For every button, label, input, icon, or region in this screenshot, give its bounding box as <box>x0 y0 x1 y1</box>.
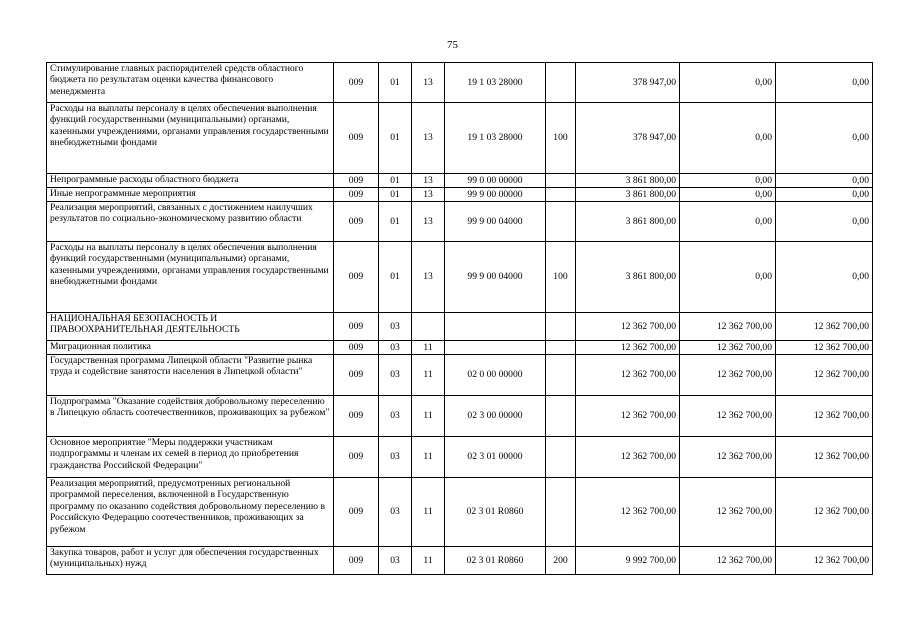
subsection-code-cell: 13 <box>412 188 445 202</box>
section-code-cell: 03 <box>379 396 412 437</box>
amount-year-1-cell: 3 861 800,00 <box>576 202 680 242</box>
table-row <box>47 188 873 202</box>
amount-year-3-cell: 0,00 <box>776 242 873 313</box>
amount-year-3-cell: 12 362 700,00 <box>776 355 873 396</box>
ministry-code-cell: 009 <box>334 174 379 188</box>
table-row <box>47 355 873 396</box>
amount-year-3-cell: 12 362 700,00 <box>776 547 873 575</box>
subsection-code-cell: 11 <box>412 341 445 355</box>
expense-name-cell: Основное мероприятие "Меры поддержки участникам подпрограммы и членам их семей в период до приобретения гражданства Российской Федерации" <box>47 437 334 478</box>
amount-year-3-cell: 0,00 <box>776 202 873 242</box>
ministry-code-cell: 009 <box>334 202 379 242</box>
subsection-code-cell: 13 <box>412 174 445 188</box>
table-row <box>47 313 873 341</box>
amount-year-2-cell: 0,00 <box>680 63 776 103</box>
table-row <box>47 547 873 575</box>
amount-year-3-cell: 12 362 700,00 <box>776 478 873 547</box>
amount-year-2-cell: 12 362 700,00 <box>680 478 776 547</box>
table-row <box>47 174 873 188</box>
budget-table <box>46 62 873 575</box>
subsection-code-cell: 11 <box>412 396 445 437</box>
amount-year-3-cell: 0,00 <box>776 63 873 103</box>
subsection-code-cell: 11 <box>412 478 445 547</box>
target-article-cell: 99 0 00 00000 <box>445 174 546 188</box>
expense-type-cell <box>546 355 576 396</box>
expense-name-cell: Реализация мероприятий, предусмотренных региональной программой переселения, включенной в Государственную программу по оказанию содействия добровольному переселению в Российскую Федерацию соотечественников, проживающих за рубежом <box>47 478 334 547</box>
section-code-cell: 01 <box>379 242 412 313</box>
amount-year-3-cell: 0,00 <box>776 174 873 188</box>
ministry-code-cell: 009 <box>334 63 379 103</box>
section-code-cell: 01 <box>379 103 412 174</box>
ministry-code-cell: 009 <box>334 341 379 355</box>
amount-year-1-cell: 12 362 700,00 <box>576 313 680 341</box>
target-article-cell: 02 3 01 R0860 <box>445 478 546 547</box>
subsection-code-cell: 13 <box>412 202 445 242</box>
expense-type-cell <box>546 174 576 188</box>
expense-type-cell <box>546 202 576 242</box>
section-code-cell: 01 <box>379 63 412 103</box>
target-article-cell <box>445 313 546 341</box>
amount-year-1-cell: 378 947,00 <box>576 63 680 103</box>
ministry-code-cell: 009 <box>334 396 379 437</box>
target-article-cell: 02 3 01 R0860 <box>445 547 546 575</box>
amount-year-1-cell: 12 362 700,00 <box>576 396 680 437</box>
amount-year-3-cell: 0,00 <box>776 103 873 174</box>
amount-year-1-cell: 9 992 700,00 <box>576 547 680 575</box>
expense-type-cell <box>546 396 576 437</box>
target-article-cell: 02 3 01 00000 <box>445 437 546 478</box>
amount-year-2-cell: 12 362 700,00 <box>680 313 776 341</box>
section-code-cell: 03 <box>379 478 412 547</box>
amount-year-1-cell: 378 947,00 <box>576 103 680 174</box>
amount-year-3-cell: 12 362 700,00 <box>776 341 873 355</box>
table-row <box>47 242 873 313</box>
ministry-code-cell: 009 <box>334 242 379 313</box>
target-article-cell: 19 1 03 28000 <box>445 63 546 103</box>
table-row <box>47 341 873 355</box>
table-row <box>47 63 873 103</box>
amount-year-1-cell: 12 362 700,00 <box>576 437 680 478</box>
expense-type-cell <box>546 341 576 355</box>
ministry-code-cell: 009 <box>334 478 379 547</box>
subsection-code-cell: 13 <box>412 242 445 313</box>
amount-year-2-cell: 0,00 <box>680 103 776 174</box>
amount-year-2-cell: 12 362 700,00 <box>680 437 776 478</box>
table-row <box>47 396 873 437</box>
amount-year-3-cell: 0,00 <box>776 188 873 202</box>
target-article-cell <box>445 341 546 355</box>
amount-year-2-cell: 0,00 <box>680 242 776 313</box>
amount-year-3-cell: 12 362 700,00 <box>776 313 873 341</box>
section-code-cell: 01 <box>379 202 412 242</box>
table-row <box>47 478 873 547</box>
expense-type-cell <box>546 63 576 103</box>
expense-type-cell <box>546 313 576 341</box>
target-article-cell: 02 0 00 00000 <box>445 355 546 396</box>
expense-name-cell: Расходы на выплаты персоналу в целях обеспечения выполнения функций государственными (муниципальными) органами, казенными учреждениями, органами управления государственными внебюджетными фондами <box>47 103 334 174</box>
section-code-cell: 03 <box>379 341 412 355</box>
subsection-code-cell <box>412 313 445 341</box>
expense-name-cell: Расходы на выплаты персоналу в целях обеспечения выполнения функций государственными (муниципальными) органами, казенными учреждениями, органами управления государственными внебюджетными фондами <box>47 242 334 313</box>
ministry-code-cell: 009 <box>334 188 379 202</box>
target-article-cell: 19 1 03 28000 <box>445 103 546 174</box>
ministry-code-cell: 009 <box>334 547 379 575</box>
subsection-code-cell: 13 <box>412 63 445 103</box>
section-code-cell: 03 <box>379 547 412 575</box>
expense-name-cell: Подпрограмма "Оказание содействия добровольному переселению в Липецкую область соотечественников, проживающих за рубежом" <box>47 396 334 437</box>
ministry-code-cell: 009 <box>334 103 379 174</box>
expense-name-cell: Стимулирование главных распорядителей средств областного бюджета по результатам оценки качества финансового менеджмента <box>47 63 334 103</box>
amount-year-2-cell: 12 362 700,00 <box>680 341 776 355</box>
amount-year-1-cell: 3 861 800,00 <box>576 188 680 202</box>
expense-name-cell: Миграционная политика <box>47 341 334 355</box>
expense-name-cell: Иные непрограммные мероприятия <box>47 188 334 202</box>
subsection-code-cell: 11 <box>412 355 445 396</box>
section-code-cell: 03 <box>379 437 412 478</box>
table-body <box>47 63 873 575</box>
expense-name-cell: НАЦИОНАЛЬНАЯ БЕЗОПАСНОСТЬ И ПРАВООХРАНИТЕЛЬНАЯ ДЕЯТЕЛЬНОСТЬ <box>47 313 334 341</box>
expense-type-cell: 100 <box>546 242 576 313</box>
table-row <box>47 437 873 478</box>
expense-name-cell: Непрограммные расходы областного бюджета <box>47 174 334 188</box>
section-code-cell: 03 <box>379 313 412 341</box>
expense-type-cell: 200 <box>546 547 576 575</box>
page-number: 75 <box>447 39 458 51</box>
table-row <box>47 103 873 174</box>
section-code-cell: 01 <box>379 174 412 188</box>
amount-year-3-cell: 12 362 700,00 <box>776 437 873 478</box>
expense-type-cell: 100 <box>546 103 576 174</box>
target-article-cell: 99 9 00 04000 <box>445 242 546 313</box>
subsection-code-cell: 11 <box>412 437 445 478</box>
section-code-cell: 03 <box>379 355 412 396</box>
amount-year-3-cell: 12 362 700,00 <box>776 396 873 437</box>
ministry-code-cell: 009 <box>334 355 379 396</box>
amount-year-2-cell: 0,00 <box>680 202 776 242</box>
ministry-code-cell: 009 <box>334 437 379 478</box>
subsection-code-cell: 13 <box>412 103 445 174</box>
expense-type-cell <box>546 437 576 478</box>
amount-year-1-cell: 12 362 700,00 <box>576 355 680 396</box>
ministry-code-cell: 009 <box>334 313 379 341</box>
expense-name-cell: Государственная программа Липецкой области "Развитие рынка труда и содействие занятости населения в Липецкой области" <box>47 355 334 396</box>
amount-year-2-cell: 12 362 700,00 <box>680 396 776 437</box>
expense-type-cell <box>546 478 576 547</box>
target-article-cell: 99 9 00 04000 <box>445 202 546 242</box>
amount-year-2-cell: 0,00 <box>680 174 776 188</box>
expense-name-cell: Реализация мероприятий, связанных с достижением наилучших результатов по социально-экономическому развитию области <box>47 202 334 242</box>
expense-type-cell <box>546 188 576 202</box>
target-article-cell: 02 3 00 00000 <box>445 396 546 437</box>
amount-year-1-cell: 3 861 800,00 <box>576 242 680 313</box>
section-code-cell: 01 <box>379 188 412 202</box>
target-article-cell: 99 9 00 00000 <box>445 188 546 202</box>
amount-year-1-cell: 12 362 700,00 <box>576 341 680 355</box>
expense-name-cell: Закупка товаров, работ и услуг для обеспечения государственных (муниципальных) нужд <box>47 547 334 575</box>
amount-year-2-cell: 12 362 700,00 <box>680 547 776 575</box>
amount-year-1-cell: 3 861 800,00 <box>576 174 680 188</box>
subsection-code-cell: 11 <box>412 547 445 575</box>
amount-year-1-cell: 12 362 700,00 <box>576 478 680 547</box>
table-row <box>47 202 873 242</box>
amount-year-2-cell: 12 362 700,00 <box>680 355 776 396</box>
amount-year-2-cell: 0,00 <box>680 188 776 202</box>
